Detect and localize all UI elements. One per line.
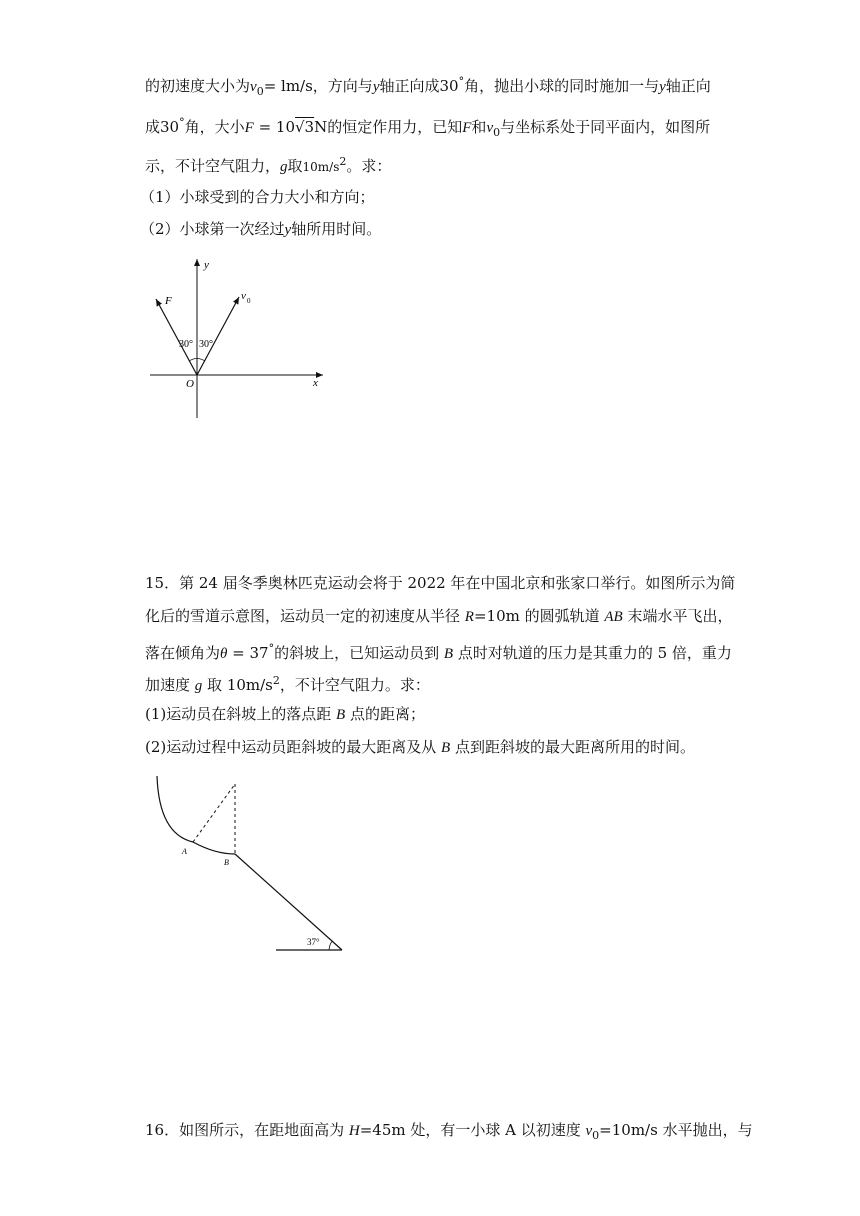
text: =10m 的圆弧轨道: [473, 607, 605, 625]
text: 取 10m/s: [202, 676, 273, 694]
unit: N: [314, 118, 328, 136]
text: =45m 处，有一小球 A 以初速度: [359, 1121, 586, 1139]
text: 角，抛出小球的同时施加一与: [464, 77, 660, 95]
var-B: B: [336, 707, 346, 723]
circular-track-arc: [157, 776, 235, 854]
x-label: x: [313, 377, 318, 389]
sqrt-expr: √3: [295, 118, 315, 136]
q14-line-1: [145, 72, 711, 102]
var-g: g: [280, 159, 288, 175]
q16-line-1: [145, 1120, 753, 1146]
angle-label-left: 30°: [179, 339, 193, 350]
q15-line-4: [145, 671, 430, 696]
y-label: y: [204, 259, 209, 271]
text: (1)运动员在斜坡上的落点距: [145, 705, 337, 723]
text: 轴正向: [665, 77, 711, 95]
force-vector: [156, 299, 197, 375]
var-y: y: [284, 222, 292, 238]
radius-dashed: [193, 784, 235, 842]
var-F: F: [244, 120, 254, 136]
slope-angle-label: 37°: [307, 937, 320, 947]
point-b-label: B: [224, 858, 229, 867]
text: ，不计空气阻力。求：: [279, 676, 430, 694]
text: 加速度: [145, 676, 195, 694]
q14-sub-1: （1）小球受到的合力大小和方向；: [140, 188, 375, 206]
q15-line-1: 15．第 24 届冬季奥林匹克运动会将于 2022 年在中国北京和张家口举行。如图所示为简: [145, 574, 736, 592]
q14-sub-2: [140, 219, 381, 240]
text: 的初速度大小为: [145, 77, 251, 95]
point-a-label: A: [182, 847, 187, 856]
velocity-label: v: [241, 290, 246, 302]
text: = 37: [227, 644, 269, 662]
angle-label-right: 30°: [199, 339, 213, 350]
subscript: 0: [256, 85, 264, 98]
text: 轴所用时间。: [291, 220, 382, 238]
q14-force-diagram: [145, 255, 345, 425]
velocity-vector: [197, 297, 239, 375]
var-F: F: [462, 120, 472, 136]
text: 取: [287, 157, 303, 175]
text: 角，大小: [184, 118, 245, 136]
text: 示，不计空气阻力，: [145, 157, 281, 175]
q15-line-3: [145, 639, 732, 664]
text: 的斜坡上，已知运动员到: [274, 644, 444, 662]
q14-line-3: [145, 152, 391, 177]
text: 轴正向成: [379, 77, 440, 95]
text: =10m/s 水平抛出，与: [599, 1121, 753, 1139]
degree: °: [179, 116, 185, 129]
text: 和: [471, 118, 487, 136]
var-g: g: [194, 678, 203, 694]
text: （2）小球第一次经过: [140, 220, 285, 238]
subscript: 0: [493, 126, 501, 139]
angle: 30: [160, 118, 180, 136]
text: 点的距离；: [345, 705, 425, 723]
slope-line: [235, 854, 342, 950]
q15-line-2: [145, 606, 732, 627]
q14-line-2: [145, 113, 710, 143]
var-y: y: [659, 79, 666, 95]
force-label: F: [165, 295, 172, 307]
degree: °: [458, 75, 465, 88]
q15-ski-track-diagram: [145, 772, 365, 957]
var-B: B: [443, 646, 454, 662]
text: = lm/s: [263, 77, 313, 95]
text: 成: [145, 118, 161, 136]
q15-sub-2: [145, 737, 695, 758]
origin-label: O: [186, 378, 194, 390]
text: 末端水平飞出，: [622, 607, 733, 625]
text: 16．如图所示，在距地面高为: [145, 1121, 349, 1139]
var-B: B: [441, 740, 451, 756]
velocity-label-sub: 0: [247, 297, 251, 305]
q15-sub-1: [145, 704, 425, 725]
var-v0: v: [486, 120, 494, 136]
text: 落在倾角为: [145, 644, 221, 662]
superscript: 2: [272, 674, 280, 687]
var-theta: θ: [220, 646, 228, 662]
text: 点时对轨道的压力是其重力的 5 倍，重力: [453, 644, 732, 662]
subscript: 0: [592, 1129, 600, 1142]
text: 点到距斜坡的最大距离所用的时间。: [450, 738, 695, 756]
var-H: H: [348, 1123, 360, 1139]
text: 化后的雪道示意图，运动员一定的初速度从半径: [145, 607, 465, 625]
var-v0: v: [250, 79, 257, 95]
text: 的恒定作用力，已知: [327, 118, 463, 136]
var-R: R: [464, 609, 474, 625]
text: (2)运动过程中运动员距斜坡的最大距离及从: [145, 738, 442, 756]
text: 与坐标系处于同平面内，如图所: [500, 118, 711, 136]
var-v0: v: [585, 1123, 593, 1139]
var-AB: AB: [604, 609, 623, 625]
degree: °: [268, 642, 275, 655]
text: ，方向与: [312, 77, 373, 95]
text: 。求：: [346, 157, 392, 175]
value: 10m/s: [302, 160, 340, 174]
var-y: y: [372, 79, 380, 95]
superscript: 2: [339, 155, 347, 168]
text: = 10: [253, 118, 295, 136]
slope-angle-arc: [329, 941, 333, 950]
angle: 30: [439, 77, 459, 95]
